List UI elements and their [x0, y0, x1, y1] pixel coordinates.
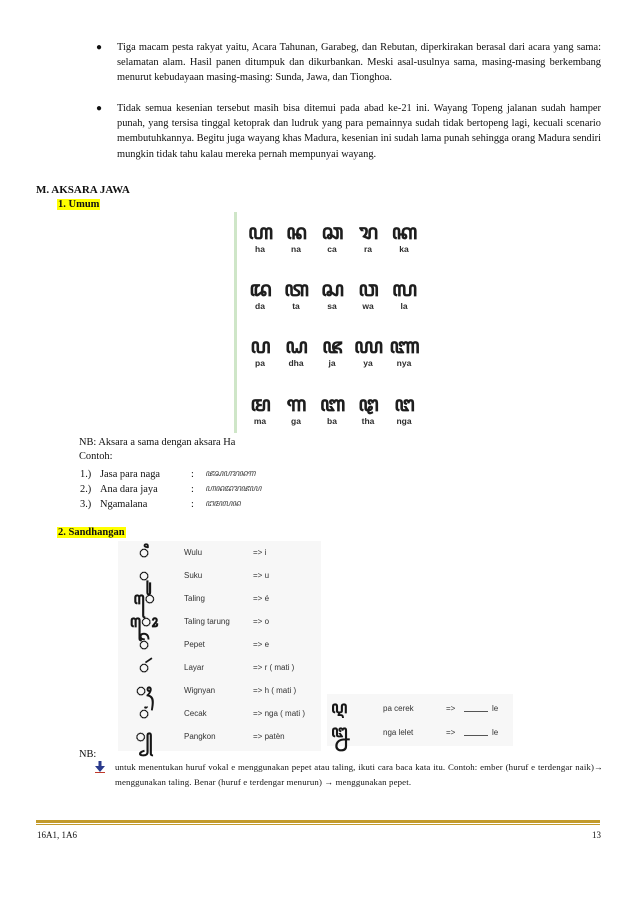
- aksara-cell: [243, 277, 277, 311]
- sandhangan-row: [118, 658, 321, 679]
- aksara-glyph: ꦔ: [394, 391, 414, 416]
- sandhangan-row: [118, 635, 321, 656]
- aksara-label: ka: [399, 244, 409, 254]
- section-heading: M. AKSARA JAWA: [36, 184, 130, 196]
- aksara-cell: [315, 220, 349, 254]
- aksara-label: ra: [363, 244, 373, 254]
- bullet-text: Tiga macam pesta rakyat yaitu, Acara Tahunan, Garabeg, dan Rebutan, diperkirakan berasal dari acara yang sama: selamatan alam. Hasil panen ditumpuk dan dikurbankan. Meski asal-usulnya sama, masing-masing berkembang menurut kebudayaan masing-masing: Sunda, Jawa, dan Tionghoa.: [117, 42, 601, 84]
- sandhangan-glyph: ꦂ: [138, 658, 150, 678]
- footer-rule-thin: [36, 824, 600, 825]
- contoh-colon: :: [191, 484, 194, 495]
- aksara-glyph: ꦗ: [322, 333, 342, 358]
- subheading-sandhangan-text: 2. Sandhangan: [58, 527, 125, 538]
- sandhangan-name: Wignyan: [184, 686, 216, 695]
- aksara-label: wa: [362, 301, 374, 311]
- sandhangan-value: => nga ( mati ): [253, 709, 306, 718]
- sandhangan-value: => i: [253, 548, 267, 557]
- sandhangan-value: => o: [253, 617, 270, 626]
- sandhangan-row: [118, 681, 321, 702]
- aksara-glyph: ꦩ: [250, 391, 270, 416]
- aksara-cell: [387, 277, 421, 311]
- aksara-label: ga: [291, 416, 301, 426]
- sandhangan-extra-arrow: =>: [446, 728, 456, 737]
- subheading-umum: [57, 199, 100, 210]
- aksara-label: ba: [327, 416, 337, 426]
- aksara-cell: [279, 392, 313, 426]
- aksara-glyph: ꦤ: [286, 219, 306, 244]
- bullet-text: Tidak semua kesenian tersebut masih bisa ditemui pada abad ke-21 ini. Wayang Topeng jalanan sudah hamper punah, yang tersisa tinggal ketoprak dan ludruk yang para pemainnya sudah tidak bertopeng lagi, kecuali scenario membutuhkannya. Begitu juga wayang khas Madura, kesenian ini sudah lama punah sehingga orang Madura sendiri mungkin tidak tahu kalau mereka pernah mempunyai wayang.: [117, 103, 601, 160]
- aksara-cell: [315, 392, 349, 426]
- aksara-glyph: ꦚ: [389, 333, 419, 358]
- contoh-number: 2.): [80, 484, 92, 495]
- contoh-javanese: ꦗꦱꦥꦫꦤꦒ: [205, 469, 255, 479]
- sandhangan-row: [118, 566, 321, 587]
- nb2-label: NB:: [79, 749, 97, 760]
- blank-line: [464, 735, 488, 736]
- contoh-number: 1.): [80, 469, 92, 480]
- sandhangan-name: Pepet: [184, 640, 205, 649]
- nb-note: [79, 436, 235, 464]
- aksara-label: tha: [361, 416, 375, 426]
- sandhangan-extra-table: [327, 694, 513, 746]
- aksara-glyph: ꦪ: [353, 333, 383, 358]
- sandhangan-name: Suku: [184, 571, 203, 580]
- sandhangan-extra-name: nga lelet: [383, 728, 414, 737]
- aksara-cell: [279, 220, 313, 254]
- aksara-glyph: ꦲ: [247, 219, 273, 244]
- bullet-item: [93, 40, 601, 101]
- aksara-cell: [315, 277, 349, 311]
- sandhangan-glyph: ꦸ: [138, 566, 150, 586]
- sandhangan-extra-suffix: le: [492, 704, 499, 713]
- aksara-label: ma: [253, 416, 267, 426]
- aksara-label: ya: [363, 358, 373, 368]
- aksara-cell: [315, 334, 349, 368]
- aksara-glyph: ꦱ: [321, 276, 343, 301]
- sandhangan-row: [118, 543, 321, 564]
- contoh-text: Jasa para naga: [100, 469, 160, 480]
- aksara-glyph: ꦥ: [250, 333, 270, 358]
- nb2-item: [95, 760, 603, 789]
- aksara-glyph: ꦕ: [321, 219, 343, 244]
- sandhangan-value: => r ( mati ): [253, 663, 295, 672]
- contoh-javanese: ꦔꦩꦭꦤ: [205, 499, 241, 509]
- subheading-umum-text: 1. Umum: [58, 199, 100, 210]
- aksara-label: nga: [396, 416, 412, 426]
- sandhangan-table: [118, 541, 321, 751]
- aksara-label: ja: [328, 358, 336, 368]
- aksara-cell: [243, 392, 277, 426]
- aksara-cell: [279, 334, 313, 368]
- aksara-cell: [243, 220, 277, 254]
- aksara-cell: [243, 334, 277, 368]
- aksara-cell: [387, 392, 421, 426]
- aksara-glyph: ꦮ: [358, 276, 378, 301]
- sandhangan-name: Taling: [184, 594, 205, 603]
- aksara-label: na: [291, 244, 301, 254]
- bullet-list: [93, 40, 601, 162]
- sandhangan-row: [118, 727, 321, 748]
- contoh-text: Ngamalana: [100, 499, 148, 510]
- sandhangan-value: => patèn: [253, 732, 285, 741]
- arrow-down-bullet-icon: [95, 761, 105, 773]
- aksara-glyph: ꦝ: [285, 333, 307, 358]
- sandhangan-extra-suffix: le: [492, 728, 499, 737]
- aksara-label: la: [400, 301, 408, 311]
- aksara-glyph: ꦒ: [286, 391, 306, 416]
- sandhangan-row: [118, 612, 321, 633]
- footer-rule: [36, 820, 600, 823]
- aksara-glyph: ꦢ: [249, 276, 271, 301]
- page-number: 13: [592, 830, 601, 840]
- sandhangan-extra-name: pa cerek: [383, 704, 414, 713]
- aksara-label: ta: [292, 301, 300, 311]
- sandhangan-name: Taling tarung: [184, 617, 230, 626]
- sandhangan-glyph: ꦃ: [135, 681, 153, 701]
- aksara-glyph: ꦠ: [284, 276, 308, 301]
- aksara-glyph: ꦏ: [391, 219, 417, 244]
- sandhangan-glyph: ꦺꦴ: [129, 612, 159, 632]
- sandhangan-extra-row: [327, 696, 513, 720]
- sandhangan-glyph: ꦺ: [133, 589, 155, 609]
- sandhangan-name: Wulu: [184, 548, 203, 557]
- aksara-cell: [387, 334, 421, 368]
- footer-code: 16A1, 1A6: [37, 830, 77, 840]
- aksara-glyph: ꦛ: [358, 391, 378, 416]
- contoh-text: Ana dara jaya: [100, 484, 158, 495]
- contoh-javanese: ꦲꦤꦢꦫꦗꦪ: [205, 484, 261, 494]
- sandhangan-row: [118, 589, 321, 610]
- sandhangan-value: => e: [253, 640, 270, 649]
- aksara-label: sa: [327, 301, 337, 311]
- sandhangan-glyph: ꧀: [135, 727, 153, 747]
- contoh-colon: :: [191, 469, 194, 480]
- nb-note-line: NB: Aksara a sama dengan aksara Ha: [79, 437, 236, 448]
- sandhangan-extra-row: [327, 720, 513, 744]
- aksara-glyph: ꦫ: [358, 219, 378, 244]
- sandhangan-name: Pangkon: [184, 732, 216, 741]
- aksara-label: ca: [327, 244, 337, 254]
- aksara-label: nya: [396, 358, 412, 368]
- bullet-dot-icon: ●: [96, 42, 103, 53]
- sandhangan-value: => h ( mati ): [253, 686, 297, 695]
- aksara-cell: [279, 277, 313, 311]
- sandhangan-glyph: ꦼ: [138, 635, 150, 655]
- aksara-cell: [351, 277, 385, 311]
- sandhangan-extra-glyph: ꦊ: [331, 722, 348, 742]
- aksara-label: dha: [288, 358, 304, 368]
- contoh-number: 3.): [80, 499, 92, 510]
- bullet-item: [93, 101, 601, 162]
- sandhangan-name: Layar: [184, 663, 205, 672]
- aksara-glyph: ꦭ: [391, 276, 417, 301]
- sandhangan-extra-arrow: =>: [446, 704, 456, 713]
- nb2-text: untuk menentukan huruf vokal e menggunakan pepet atau taling, ikuti cara baca kata itu. Contoh: ember (huruf e terdengar naik)→ menggunakan taling. Benar (huruf e terdengar menurun) → menggunakan pepet.: [115, 762, 603, 787]
- aksara-cell: [351, 334, 385, 368]
- bullet-dot-icon: ●: [96, 103, 103, 114]
- aksara-label: ha: [255, 244, 265, 254]
- sandhangan-glyph: ꦶ: [138, 543, 150, 563]
- sandhangan-value: => u: [253, 571, 270, 580]
- contoh-colon: :: [191, 499, 194, 510]
- aksara-cell: [351, 392, 385, 426]
- aksara-cell: [351, 220, 385, 254]
- subheading-sandhangan: [57, 527, 126, 538]
- blank-line: [464, 711, 488, 712]
- aksara-glyph: ꦧ: [319, 391, 345, 416]
- contoh-label: Contoh:: [79, 451, 113, 462]
- aksara-chart: [234, 212, 424, 433]
- aksara-cell: [387, 220, 421, 254]
- aksara-label: pa: [255, 358, 265, 368]
- sandhangan-name: Cecak: [184, 709, 207, 718]
- sandhangan-row: [118, 704, 321, 725]
- sandhangan-value: => é: [253, 594, 270, 603]
- sandhangan-extra-glyph: ꦉ: [331, 698, 348, 718]
- sandhangan-glyph: ꦁ: [138, 704, 150, 724]
- aksara-label: da: [255, 301, 265, 311]
